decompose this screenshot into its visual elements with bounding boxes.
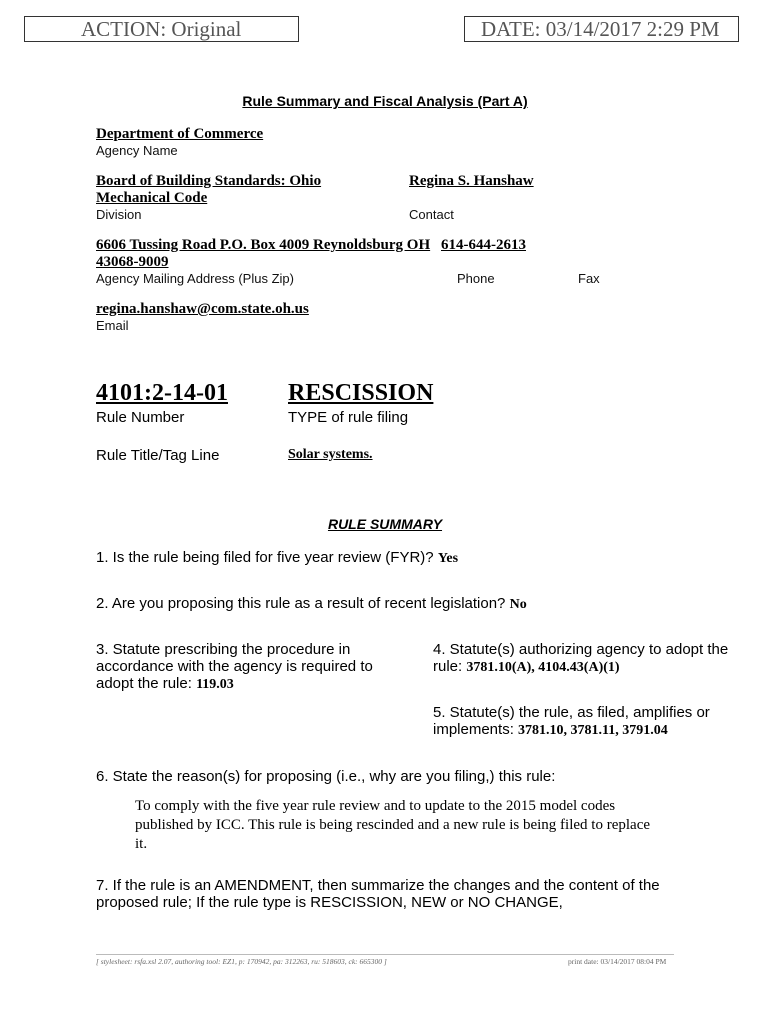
contact-value: Regina S. Hanshaw	[409, 173, 534, 189]
question-6-text: 6. State the reason(s) for proposing (i.e., why are you filing,) this rule:	[96, 768, 556, 785]
question-1-answer: Yes	[437, 551, 459, 566]
question-2-answer: No	[509, 597, 527, 612]
date-box: DATE: 03/14/2017 2:29 PM	[464, 16, 739, 42]
question-5	[433, 704, 733, 739]
question-2-text: 2. Are you proposing this rule as a result of recent legislation?	[96, 595, 506, 612]
footer-stylesheet-info: [ stylesheet: rsfa.xsl 2.07, authoring tool: EZ1, p: 170942, pa: 312263, ru: 518603, ck: 665300 ]	[96, 957, 387, 966]
question-4-answer: 3781.10(A), 4104.43(A)(1)	[466, 660, 620, 675]
phone-value: 614-644-2613	[441, 237, 526, 253]
rule-type-label: TYPE of rule filing	[288, 409, 409, 426]
rule-number-label: Rule Number	[96, 409, 185, 426]
rule-type-value: RESCISSION	[288, 380, 434, 406]
question-3-text: 3. Statute prescribing the procedure in accordance with the agency is required to adopt the rule:	[96, 641, 373, 692]
division-value: Board of Building Standards: Ohio Mechanical Code	[96, 173, 322, 206]
address-label: Agency Mailing Address (Plus Zip)	[96, 271, 294, 286]
question-6-answer: To comply with the five year rule review and to update to the 2015 model codes published by ICC. This rule is being rescinded and a new rule is being filed to replace it.	[135, 798, 651, 852]
email-value: regina.hanshaw@com.state.oh.us	[96, 301, 309, 317]
phone-label: Phone	[457, 271, 495, 286]
question-3-answer: 119.03	[196, 677, 234, 692]
question-5-text: 5. Statute(s) the rule, as filed, amplifies or implements:	[433, 704, 710, 738]
question-5-answer: 3781.10, 3781.11, 3791.04	[518, 723, 668, 738]
question-1	[96, 549, 458, 567]
rule-number-value: 4101:2-14-01	[96, 380, 228, 406]
division-label: Division	[96, 207, 142, 222]
question-1-text: 1. Is the rule being filed for five year review (FYR)?	[96, 549, 434, 566]
rule-summary-heading: RULE SUMMARY	[327, 516, 443, 532]
question-4	[433, 641, 733, 676]
agency-name-label: Agency Name	[96, 143, 178, 158]
fax-label: Fax	[578, 271, 600, 286]
agency-name-value: Department of Commerce	[96, 126, 264, 142]
page-title: Rule Summary and Fiscal Analysis (Part A)	[242, 93, 528, 109]
question-4-text: 4. Statute(s) authorizing agency to adopt the rule:	[433, 641, 729, 675]
rule-title-label: Rule Title/Tag Line	[96, 447, 220, 464]
address-value: 6606 Tussing Road P.O. Box 4009 Reynoldsburg OH 43068-9009	[96, 237, 431, 270]
action-box: ACTION: Original	[24, 16, 299, 42]
question-7-text: 7. If the rule is an AMENDMENT, then summarize the changes and the content of the proposed rule; If the rule type is RESCISSION, NEW or NO CHANGE,	[96, 877, 660, 911]
footer-print-date: print date: 03/14/2017 08:04 PM	[568, 957, 667, 966]
contact-label: Contact	[409, 207, 454, 222]
question-2	[96, 595, 527, 613]
email-label: Email	[96, 318, 129, 333]
footer-divider	[96, 954, 674, 955]
rule-title-value: Solar systems.	[288, 447, 373, 462]
question-3	[96, 641, 386, 693]
